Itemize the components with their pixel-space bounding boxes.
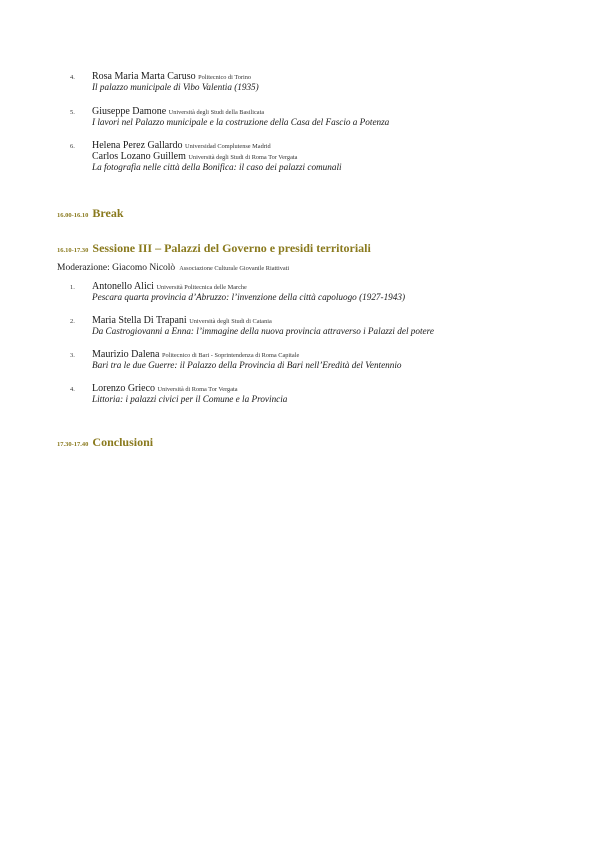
speaker-name: Helena Perez Gallardo — [92, 140, 183, 151]
talk-title: Bari tra le due Guerre: il Palazzo della Provincia di Bari nell’Eredità del Ventennio — [92, 360, 402, 370]
speaker-affiliation: Universidad Complutense Madrid — [185, 143, 271, 150]
speaker-affiliation: Politecnico di Bari - Soprintendenza di Roma Capitale — [161, 352, 300, 359]
speaker-name: Rosa Maria Marta Caruso — [92, 71, 196, 82]
speaker-affiliation: Università Politecnica delle Marche — [156, 284, 247, 291]
item-number: 5. — [70, 109, 75, 116]
talk-title: La fotografia nelle città della Bonifica: il caso dei palazzi comunali — [92, 162, 342, 172]
item-number: 4. — [70, 74, 75, 81]
item-number: 3. — [70, 352, 75, 359]
talk-title: I lavori nel Palazzo municipale e la costruzione della Casa del Fascio a Potenza — [92, 117, 390, 127]
speaker-name: Giuseppe Damone — [92, 106, 167, 117]
speaker-affiliation: Università di Roma Tor Vergata — [157, 386, 238, 393]
speaker-name: Maria Stella Di Trapani — [92, 315, 187, 326]
conclusions-heading — [57, 433, 153, 451]
item-number: 6. — [70, 143, 75, 150]
moderation — [57, 257, 289, 275]
session-time: 16.00-16.10 — [57, 212, 89, 219]
speaker-name: Maurizio Dalena — [92, 349, 160, 360]
moderator-affiliation: Associazione Culturale Giovanile Riattivati — [179, 265, 290, 272]
talk-title: Littoria: i palazzi civici per il Comune e la Provincia — [92, 394, 288, 404]
session-time: 16.10-17.30 — [57, 247, 89, 254]
speaker-affiliation: Università degli Studi della Basilicata — [168, 109, 265, 116]
moderator-name: Moderazione: Giacomo Nicolò — [57, 263, 176, 273]
speaker-name: Carlos Lozano Guillem — [92, 151, 186, 162]
speaker-name: Antonello Alici — [92, 281, 154, 292]
speaker-affiliation: Università degli Studi di Roma Tor Vergata — [188, 154, 298, 161]
talk-title: Da Castrogiovanni a Enna: l’immagine della nuova provincia attraverso i Palazzi del potere — [92, 326, 434, 336]
talk-title: Il palazzo municipale di Vibo Valentia (1935) — [92, 82, 259, 92]
item-number: 2. — [70, 318, 75, 325]
speaker-affiliation: Università degli Studi di Catania — [189, 318, 272, 325]
session-title: Sessione III – Palazzi del Governo e presidi territoriali — [92, 241, 371, 255]
session-title: Conclusioni — [92, 435, 154, 449]
session-time: 17.30-17.40 — [57, 441, 89, 448]
item-number: 1. — [70, 284, 75, 291]
speaker-name: Lorenzo Grieco — [92, 383, 156, 394]
break-heading — [57, 204, 124, 222]
talk-title: Pescara quarta provincia d’Abruzzo: l’invenzione della città capoluogo (1927-1943) — [92, 292, 406, 302]
session-heading — [57, 239, 371, 257]
session-title: Break — [92, 206, 124, 220]
item-number: 4. — [70, 386, 75, 393]
speaker-affiliation: Politecnico di Torino — [198, 74, 252, 81]
